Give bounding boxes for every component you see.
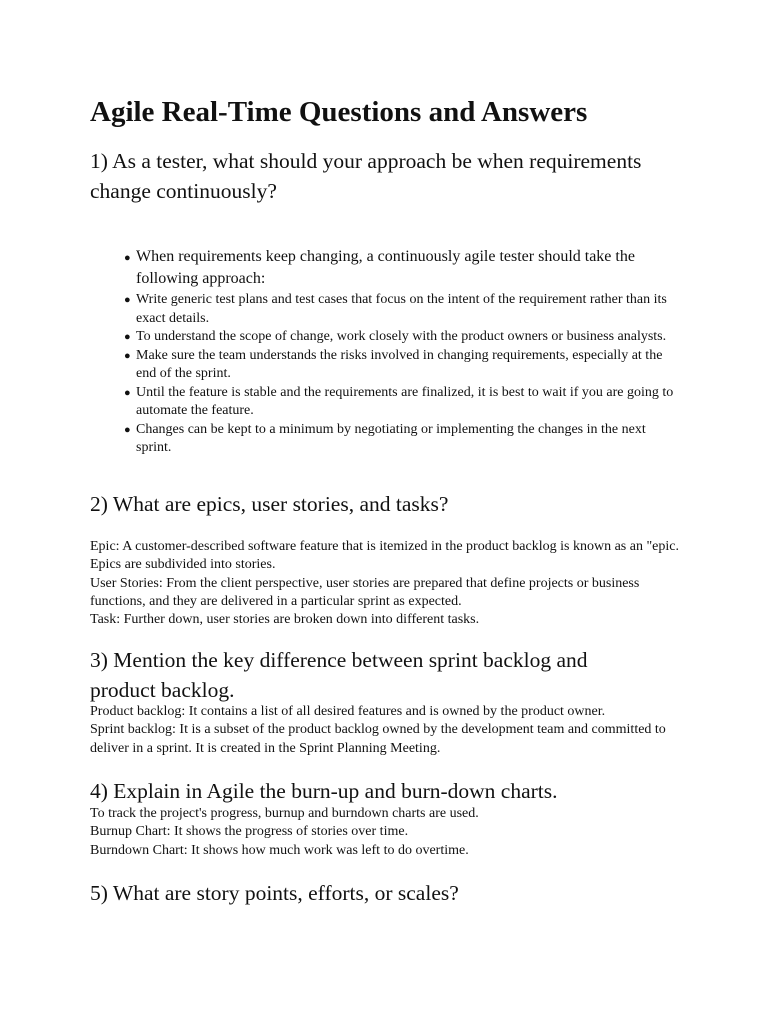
page-title: Agile Real-Time Questions and Answers [90,96,588,128]
list-item [124,347,674,384]
question-4-heading: 4) Explain in Agile the burn-up and burn-down charts. [90,779,558,803]
answer-line-intro: To track the project's progress, burnup and burndown charts are used. [90,806,479,821]
bullet-icon: ● [124,386,131,399]
list-item [124,291,674,328]
answer-line-product-backlog: Product backlog: It contains a list of all desired features and is owned by the product owner. [90,704,606,719]
answer-line-task: Task: Further down, user stories are broken down into different tasks. [90,612,480,628]
bullet-icon: ● [124,331,131,343]
list-item [124,384,674,421]
question-5-heading: 5) What are story points, efforts, or scales? [90,881,459,905]
list-item [124,246,674,289]
question-2-answer [90,538,680,629]
question-4-answer [90,805,680,860]
bullet-icon: ● [124,252,131,264]
bullet-icon: ● [124,423,131,436]
list-item-text: Make sure the team understands the risks involved in changing requirements, especially at the end of the sprint. [136,347,663,381]
list-item-text: Changes can be kept to a minimum by negotiating or implementing the changes in the next sprint. [136,421,646,455]
list-item-text: When requirements keep changing, a continuously agile tester should take the following approach: [136,248,635,287]
question-3-answer [90,703,680,758]
list-item [124,328,674,347]
question-3-heading: 3) Mention the key difference between sprint backlog and product backlog. [90,648,588,702]
answer-line-burnup: Burnup Chart: It shows the progress of stories over time. [90,824,409,840]
answer-line-epic: Epic: A customer-described software feature that is itemized in the product backlog is known as an "epic. Epics are subdivided into stories. [90,539,679,573]
bullet-icon: ● [124,349,131,362]
bullet-icon: ● [124,294,131,306]
list-item-text: To understand the scope of change, work closely with the product owners or business analysts. [136,329,667,344]
answer-line-burndown: Burndown Chart: It shows how much work was left to do overtime. [90,842,469,858]
answer-line-user-stories: User Stories: From the client perspective, user stories are prepared that define projects or business functions, and they are delivered in a particular sprint as expected. [90,575,640,609]
question-1-bullet-list [124,246,674,458]
answer-line-sprint-backlog: Sprint backlog: It is a subset of the product backlog owned by the development team and committed to deliver in a sprint. It is created in the Sprint Planning Meeting. [90,722,666,756]
question-2-heading: 2) What are epics, user stories, and tasks? [90,492,449,516]
list-item-text: Write generic test plans and test cases that focus on the intent of the requirement rather than its exact details. [136,292,667,326]
list-item-text: Until the feature is stable and the requirements are finalized, it is best to wait if you are going to automate the feature. [136,384,674,418]
list-item [124,421,674,458]
question-1-heading: 1) As a tester, what should your approach be when requirements change continuously? [90,149,642,203]
